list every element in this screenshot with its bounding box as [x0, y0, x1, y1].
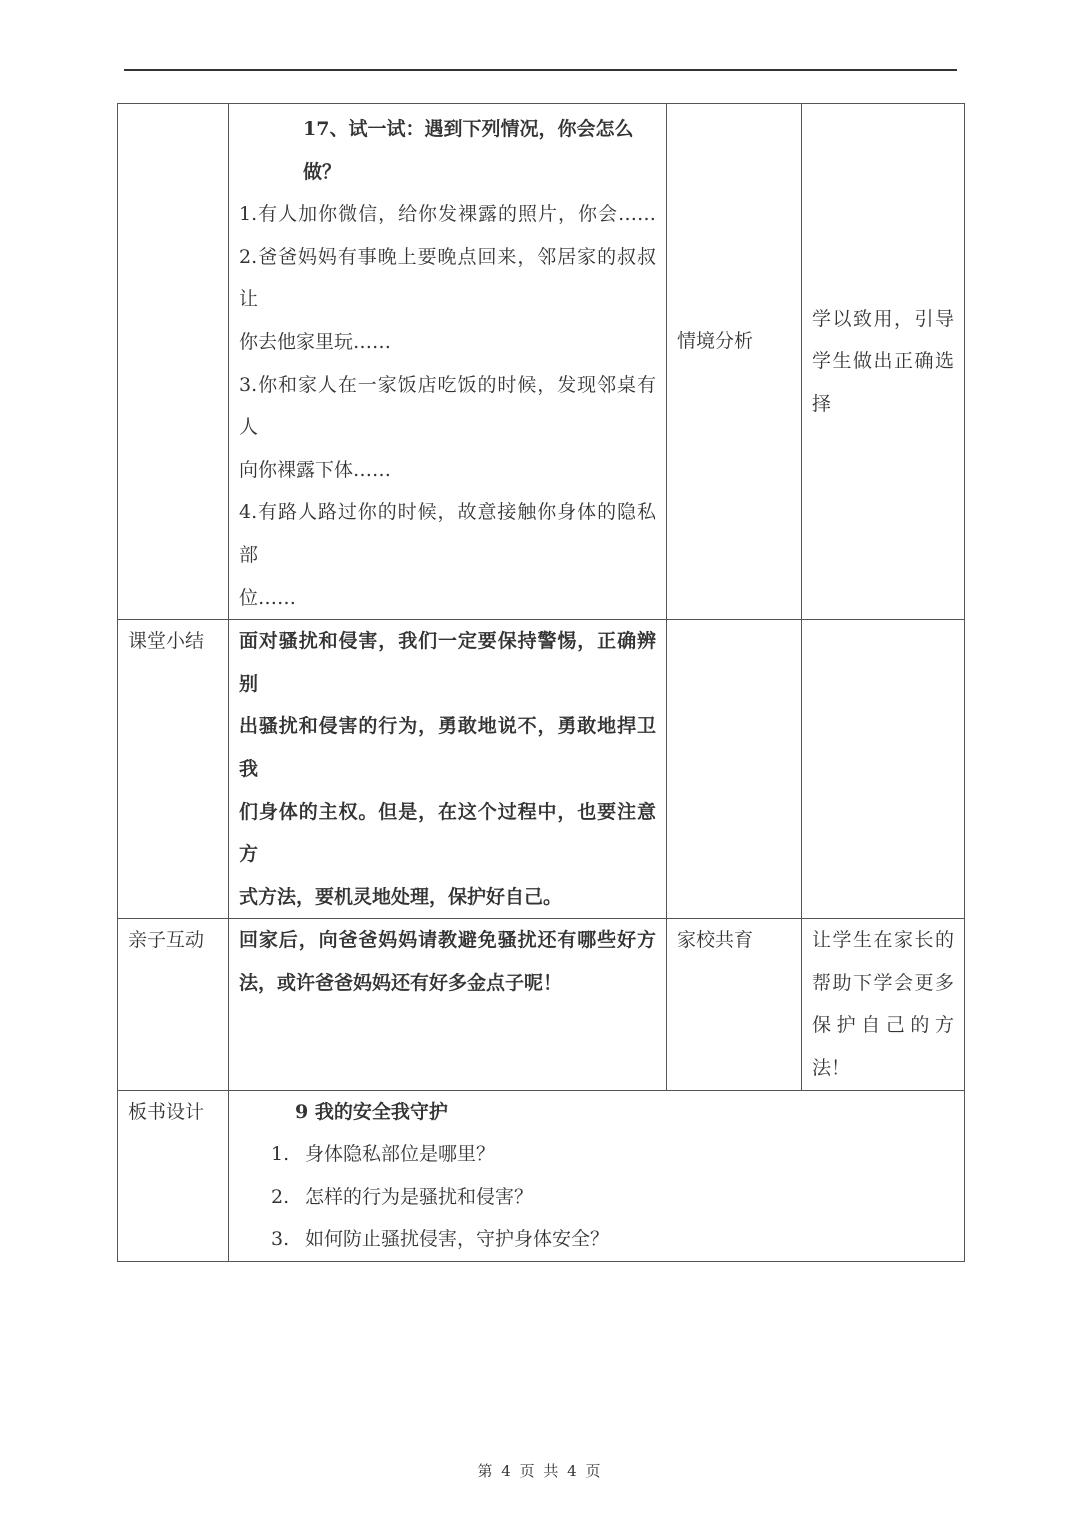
practice-line: 4.有路人路过你的时候，故意接触你身体的隐私部	[239, 501, 656, 566]
interaction-method	[667, 919, 802, 1090]
practice-intent	[802, 104, 965, 620]
practice-line: 你去他家里玩……	[239, 330, 392, 353]
practice-method	[667, 104, 802, 620]
interaction-content	[229, 919, 667, 1090]
practice-line: 位……	[239, 586, 297, 609]
board-label	[118, 1090, 229, 1261]
row-interaction	[118, 919, 965, 1090]
row-summary	[118, 620, 965, 919]
lesson-plan-table	[117, 103, 965, 1262]
practice-line: 2.爸爸妈妈有事晚上要晚点回来，邻居家的叔叔让	[239, 245, 656, 311]
board-list-item	[239, 1176, 954, 1219]
page-footer: 第 4 页 共 4 页	[477, 1462, 603, 1480]
summary-method	[667, 620, 802, 919]
board-label-text: 板书设计	[128, 1100, 205, 1123]
row-board	[118, 1090, 965, 1261]
practice-line: 1.有人加你微信，给你发裸露的照片，你会……	[239, 203, 656, 226]
practice-intent-line: 择	[812, 392, 832, 415]
interaction-intent-line: 让学生在家长的	[812, 929, 954, 952]
board-list-item	[239, 1133, 954, 1176]
practice-intent-line: 学生做出正确选	[812, 350, 954, 373]
summary-label	[118, 620, 229, 919]
practice-method-text: 情境分析	[677, 330, 754, 353]
header-rule	[124, 69, 957, 71]
board-list	[239, 1133, 954, 1261]
board-list-item	[239, 1218, 954, 1261]
interaction-line: 回家后，向爸爸妈妈请教避免骚扰还有哪些好方	[239, 929, 656, 952]
summary-content	[229, 620, 667, 919]
board-item-number: 3.	[271, 1228, 290, 1251]
interaction-intent-line: 法！	[812, 1057, 851, 1080]
interaction-method-text: 家校共育	[677, 929, 754, 952]
summary-line: 面对骚扰和侵害，我们一定要保持警惕，正确辨别	[239, 630, 656, 695]
interaction-line: 法，或许爸爸妈妈还有好多金点子呢！	[239, 971, 563, 994]
board-content	[229, 1090, 965, 1261]
summary-intent	[802, 620, 965, 919]
practice-line: 3.你和家人在一家饭店吃饭的时候，发现邻桌有人	[239, 373, 656, 439]
board-title: 9 我的安全我守护	[295, 1100, 448, 1123]
board-item-text: 身体隐私部位是哪里？	[305, 1143, 496, 1166]
practice-line: 向你裸露下体……	[239, 458, 392, 481]
practice-title: 17、试一试：遇到下列情况，你会怎么做？	[303, 118, 634, 183]
summary-line: 们身体的主权。但是，在这个过程中，也要注意方	[239, 800, 656, 866]
board-item-number: 1.	[271, 1143, 290, 1166]
row-practice-label	[118, 104, 229, 620]
row-practice	[118, 104, 965, 620]
interaction-intent	[802, 919, 965, 1090]
interaction-label-text: 亲子互动	[128, 929, 205, 952]
interaction-intent-line: 保护自己的方	[812, 1014, 954, 1037]
interaction-intent-line: 帮助下学会更多	[812, 971, 954, 994]
row-practice-content	[229, 104, 667, 620]
board-item-text: 如何防止骚扰侵害，守护身体安全？	[305, 1228, 610, 1251]
interaction-label	[118, 919, 229, 1090]
summary-label-text: 课堂小结	[128, 630, 205, 653]
summary-line: 出骚扰和侵害的行为，勇敢地说不，勇敢地捍卫我	[239, 715, 656, 780]
summary-line: 式方法，要机灵地处理，保护好自己。	[239, 885, 563, 908]
board-item-number: 2.	[271, 1185, 290, 1208]
practice-intent-line: 学以致用，引导	[812, 307, 954, 330]
board-item-text: 怎样的行为是骚扰和侵害？	[305, 1185, 534, 1208]
